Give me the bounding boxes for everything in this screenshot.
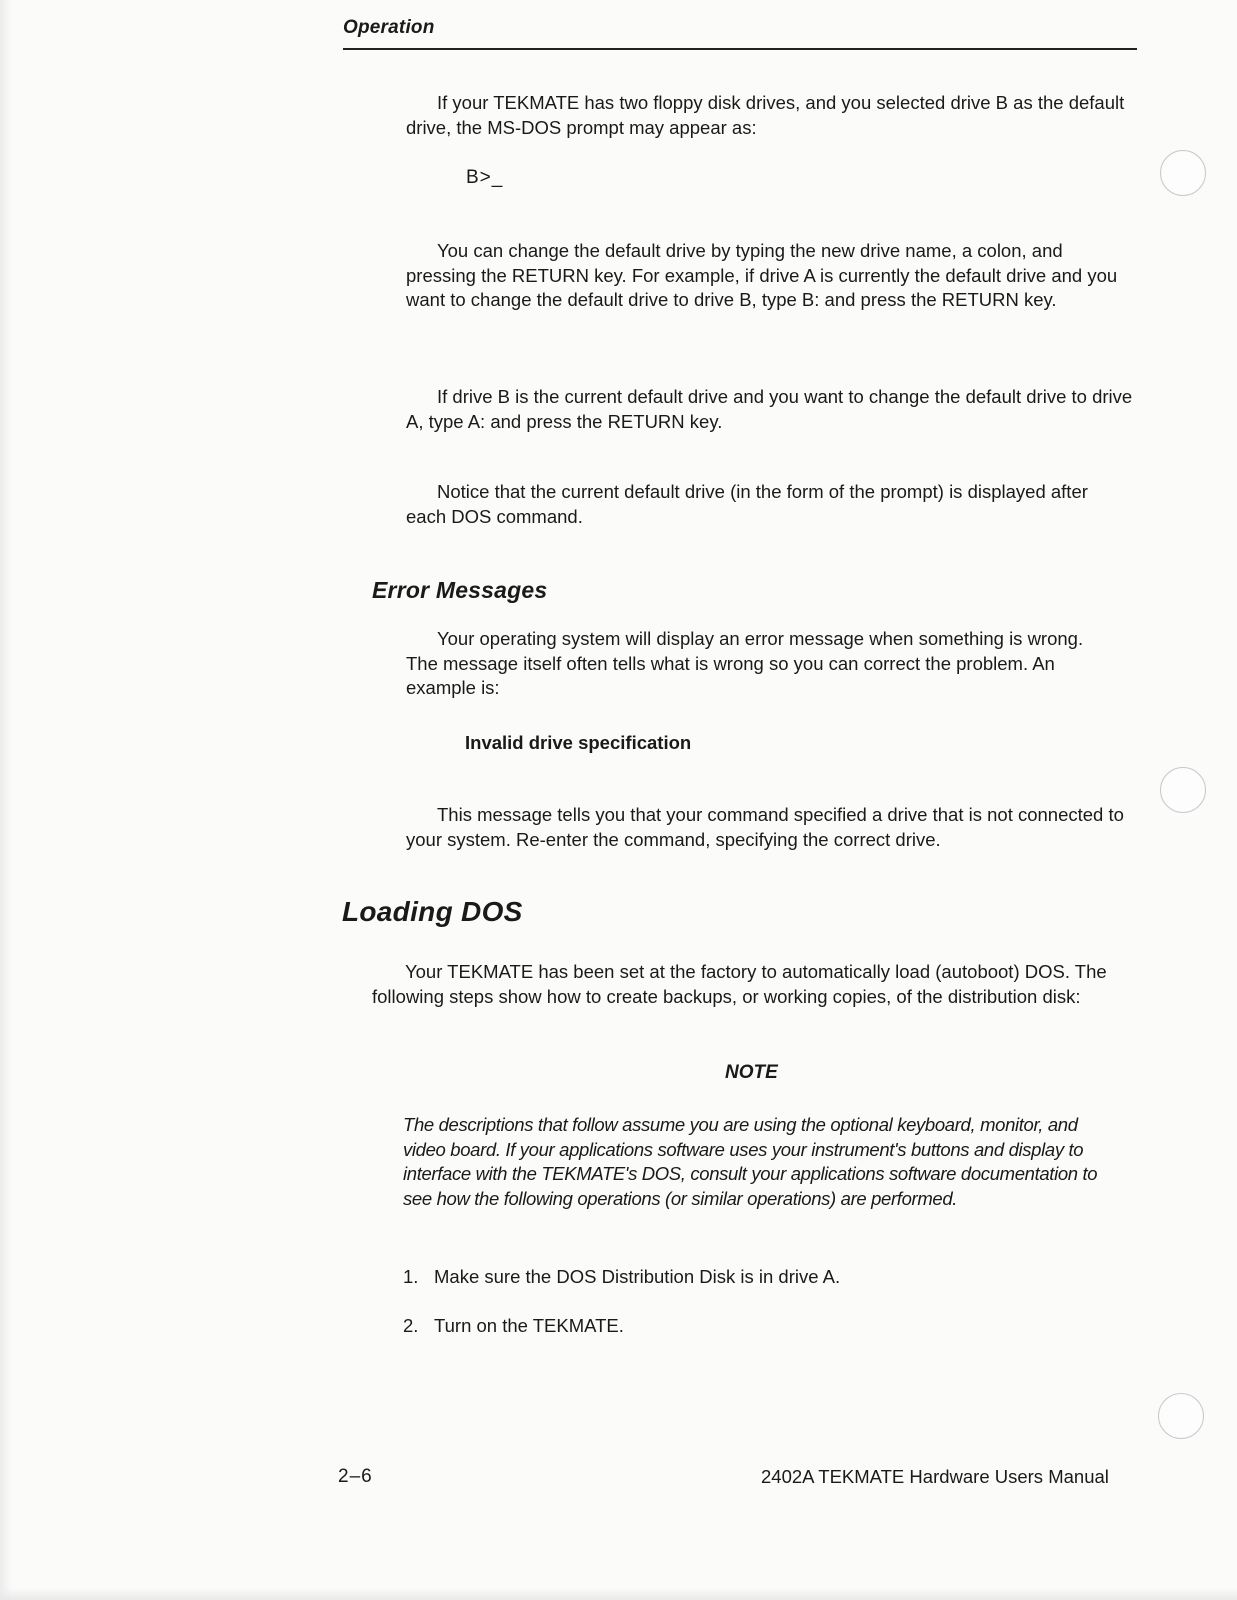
paragraph-change-back: If drive B is the current default drive and you want to change the default drive to drive A, type A: and press the RETURN key. xyxy=(406,386,1133,432)
paragraph-loading-dos: Your TEKMATE has been set at the factory to automatically load (autoboot) DOS. The following steps show how to create backups, or working copies, of the distribution disk: xyxy=(372,961,1107,1007)
paragraph-change-drive: You can change the default drive by typing the new drive name, a colon, and pressing the RETURN key. For example, if drive A is currently the default drive and you want to change the default drive to drive B, type B: and press the RETURN key. xyxy=(406,240,1118,311)
page-bottom-shadow xyxy=(0,1588,1237,1600)
paragraph-error-intro: Your operating system will display an error message when something is wrong. The message itself often tells what is wrong so you can correct the problem. An example is: xyxy=(406,628,1084,699)
binder-hole-icon xyxy=(1160,767,1206,813)
paragraph-error-explanation: This message tells you that your command specified a drive that is not connected to your system. Re-enter the command, specifying the correct drive. xyxy=(406,804,1124,850)
list-item xyxy=(403,1315,624,1337)
step-text: Turn on the TEKMATE. xyxy=(434,1315,624,1336)
manual-title: 2402A TEKMATE Hardware Users Manual xyxy=(761,1466,1109,1487)
step-text: Make sure the DOS Distribution Disk is in drive A. xyxy=(434,1266,841,1287)
section-heading-loading-dos: Loading DOS xyxy=(342,896,523,927)
paragraph-notice: Notice that the current default drive (in the form of the prompt) is displayed after each DOS command. xyxy=(406,481,1088,527)
running-head: Operation xyxy=(343,17,435,38)
step-number: 2. xyxy=(403,1315,419,1336)
header-rule xyxy=(343,48,1137,50)
section-heading-error-messages: Error Messages xyxy=(372,577,548,603)
paragraph-two-drives: If your TEKMATE has two floppy disk drives, and you selected drive B as the default drive, the MS-DOS prompt may appear as: xyxy=(406,92,1125,138)
step-number: 1. xyxy=(403,1266,419,1287)
prompt-example: B>_ xyxy=(466,167,504,188)
page-edge-shadow xyxy=(0,0,12,1600)
binder-hole-icon xyxy=(1160,150,1206,196)
list-item xyxy=(403,1266,840,1288)
binder-hole-icon xyxy=(1158,1393,1204,1439)
note-label: NOTE xyxy=(725,1062,778,1083)
page-number: 2–6 xyxy=(338,1466,373,1487)
note-text: The descriptions that follow assume you are using the optional keyboard, monitor, and video board. If your applications software uses your instrument's buttons and display to interface with the TEKMATE's DOS, consult your applications software documentation to see how the following operations (or similar operations) are performed. xyxy=(403,1114,1098,1209)
error-message-example: Invalid drive specification xyxy=(465,732,692,753)
